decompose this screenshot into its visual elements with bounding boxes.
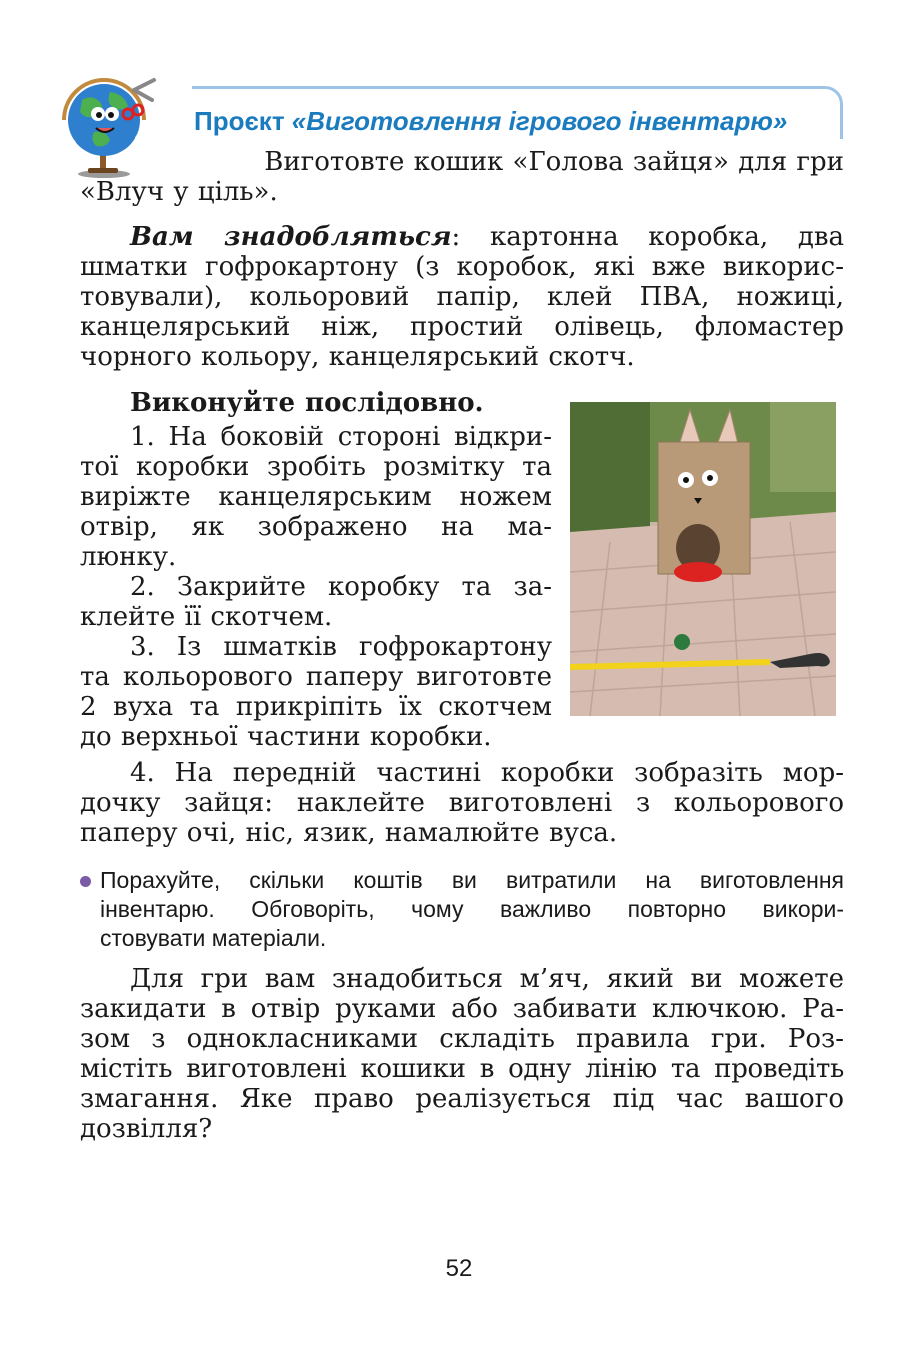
page-number: 52: [445, 1255, 473, 1282]
closing-line-6: дозвілля?: [80, 1114, 213, 1144]
intro-line-1: Виготовте кошик «Голова зайця» для гри: [264, 147, 844, 177]
materials-line-5: чорного кольору, канцелярський скотч.: [80, 342, 635, 372]
closing-line-3: зом з однокласниками складіть правила гри. Роз-: [80, 1024, 844, 1054]
step1-line-2: тої коробки зробіть розмітку та: [80, 452, 552, 482]
intro-paragraph: [80, 147, 844, 207]
materials-line-3: товували), кольоровий папір, клей ПВА, ножиці,: [80, 282, 844, 312]
step3-line-4: до верхньої частини коробки.: [80, 722, 492, 752]
note-line-3: стовувати матеріали.: [100, 925, 327, 951]
closing-paragraph: [80, 964, 844, 1144]
project-title-prefix: Проєкт: [194, 106, 292, 136]
step4-line-3: паперу очі, ніс, язик, намалюйте вуса.: [80, 818, 618, 848]
closing-line-1: Для гри вам знадобиться м’яч, який ви можете: [130, 964, 844, 994]
closing-line-2: закидати в отвір руками або забивати ключкою. Ра-: [80, 994, 844, 1024]
steps-heading: Виконуйте послідовно.: [130, 388, 484, 418]
project-title: [194, 106, 787, 137]
step1-line-5: люнку.: [80, 542, 177, 572]
discussion-note: [100, 866, 844, 953]
step4-line-2: дочку зайця: наклейте виготовлені з кольорового: [80, 788, 844, 818]
intro-line-2: «Влуч у ціль».: [80, 177, 278, 207]
closing-line-4: містіть виготовлені кошики в одну лінію та проведіть: [80, 1054, 844, 1084]
materials-line-4: канцелярський ніж, простий олівець, фломастер: [80, 312, 844, 342]
step3-line-1: 3. Із шматків гофрокартону: [130, 632, 552, 662]
step1-line-4: отвір, як зображено на ма-: [80, 512, 552, 542]
step1-line-3: виріжте канцелярським ножем: [80, 482, 552, 512]
project-title-name: «Виготовлення ігрового інвентарю»: [291, 106, 788, 136]
materials-label: Вам знадобляться: [130, 222, 452, 252]
step4-paragraph: [80, 758, 844, 848]
note-bullet-icon: [80, 876, 91, 887]
bunny-box-photo: [570, 402, 836, 716]
closing-line-5: змагання. Яке право реалізується під час вашого: [80, 1084, 844, 1114]
step3-line-2: та кольорового паперу виготовте: [80, 662, 552, 692]
materials-line-1: : картонна коробка, два: [451, 222, 844, 252]
note-line-2: інвентарю. Обговоріть, чому важливо повторно викори-: [100, 896, 844, 922]
step1-line-1: 1. На боковій стороні відкри-: [130, 422, 552, 452]
step2-line-2: клейте її скотчем.: [80, 602, 333, 632]
steps-left-column: [80, 422, 552, 752]
materials-line-2: шматки гофрокартону (з коробок, які вже викорис-: [80, 252, 844, 282]
note-line-1: Порахуйте, скільки коштів ви витратили на виготовлення: [100, 867, 844, 893]
materials-paragraph: [80, 222, 844, 372]
step2-line-1: 2. Закрийте коробку та за-: [130, 572, 552, 602]
step3-line-3: 2 вуха та прикріпіть їх скотчем: [80, 692, 552, 722]
step4-line-1: 4. На передній частині коробки зобразіть мор-: [130, 758, 844, 788]
